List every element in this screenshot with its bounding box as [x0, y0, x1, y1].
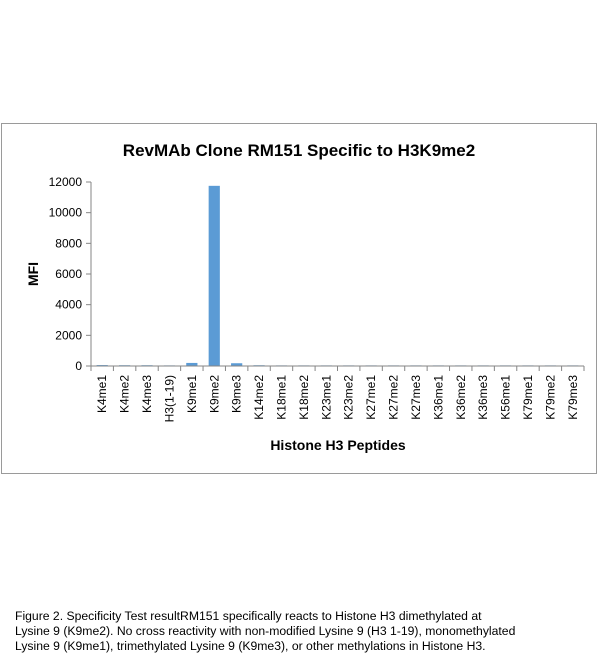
chart-frame	[1, 123, 597, 474]
y-axis-label: MFI	[25, 261, 41, 287]
x-tick-label: K56me1	[498, 375, 513, 420]
x-tick-label: K4me2	[117, 375, 132, 414]
x-tick-label: K79me2	[543, 375, 558, 420]
x-tick-label: K36me1	[431, 375, 446, 420]
x-tick-label: K23me2	[341, 375, 356, 420]
x-tick-label: K14me2	[252, 375, 267, 420]
bar-chart	[2, 124, 598, 475]
x-axis-label: Histone H3 Peptides	[270, 437, 406, 453]
chart-title: RevMAb Clone RM151 Specific to H3K9me2	[122, 141, 476, 160]
caption-line-3: Lysine 9 (K9me1), trimethylated Lysine 9 (K9me3), or other methylations in Histone H3.	[15, 639, 486, 653]
x-axis	[91, 366, 584, 422]
x-tick-label: K9me1	[184, 375, 199, 414]
x-tick-label: K36me2	[453, 375, 468, 420]
y-axis	[49, 175, 91, 373]
x-tick-label: K27me3	[408, 375, 423, 420]
x-tick-label: K27me1	[364, 375, 379, 420]
y-tick-label: 4000	[55, 297, 82, 312]
x-tick-label: K18me2	[296, 375, 311, 420]
x-tick-label: K4me1	[95, 375, 110, 414]
y-tick-label: 10000	[48, 205, 82, 220]
x-tick-label: K23me1	[319, 375, 334, 420]
x-tick-label: K9me3	[229, 375, 244, 414]
bars	[97, 186, 579, 366]
y-tick-label: 8000	[55, 236, 82, 251]
x-tick-label: K18me1	[274, 375, 289, 420]
bar-K9me2	[209, 186, 220, 366]
x-tick-label: K36me3	[476, 375, 491, 420]
y-tick-label: 2000	[55, 328, 82, 343]
x-tick-label: H3(1-19)	[162, 375, 177, 423]
x-tick-label: K9me2	[207, 375, 222, 414]
y-tick-label: 12000	[48, 175, 82, 189]
caption-line-2: Lysine 9 (K9me2). No cross reactivity with non-modified Lysine 9 (H3 1-19), monomethylated	[15, 624, 516, 638]
x-tick-label: K79me1	[520, 375, 535, 420]
figure-caption	[15, 609, 590, 654]
x-tick-label: K27me2	[386, 375, 401, 420]
y-tick-label: 6000	[55, 267, 82, 281]
y-tick-label: 0	[75, 359, 82, 373]
x-tick-label: K4me3	[140, 375, 155, 414]
caption-line-1: Figure 2. Specificity Test resultRM151 specifically reacts to Histone H3 dimethylated at	[15, 609, 482, 623]
x-tick-label: K79me3	[565, 375, 580, 420]
